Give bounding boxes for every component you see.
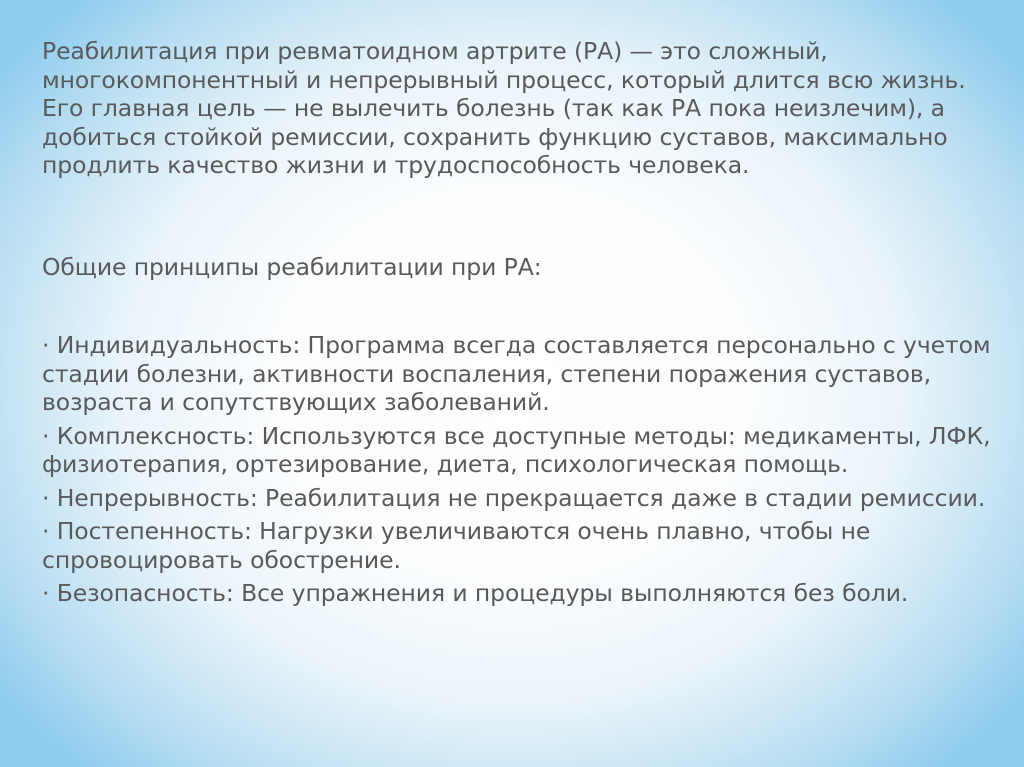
principle-safety: · Безопасность: Все упражнения и процедуры выполняются без боли. (42, 579, 909, 607)
principle-complexity: · Комплексность: Используются все доступные методы: медикаменты, ЛФК, физиотерапия, ортезирование, диета, психологическая помощь. (42, 421, 991, 478)
slide-content (42, 37, 992, 607)
principle-gradualness: · Постепенность: Нагрузки увеличиваются очень плавно, чтобы не спровоцировать обострение. (42, 517, 871, 574)
principles-heading: Общие принципы реабилитации при РА: (42, 253, 542, 281)
principle-continuity: · Непрерывность: Реабилитация не прекращается даже в стадии ремиссии. (42, 483, 986, 512)
principles-list (42, 331, 992, 613)
principle-individuality: · Индивидуальность: Программа всегда составляется персонально с учетом стадии болезни, активности воспаления, степени поражения суставов, возраста и сопутствующих заболеваний. (42, 331, 991, 416)
intro-paragraph: Реабилитация при ревматоидном артрите (РА) — это сложный, многокомпонентный и непрерывный процесс, который длится всю жизнь. Его главная цель — не вылечить болезнь (так как РА пока неизлечим), а добиться стойкой ремиссии, сохранить функцию суставов, максимально продлить качество жизни и трудоспособность человека. (42, 37, 966, 179)
